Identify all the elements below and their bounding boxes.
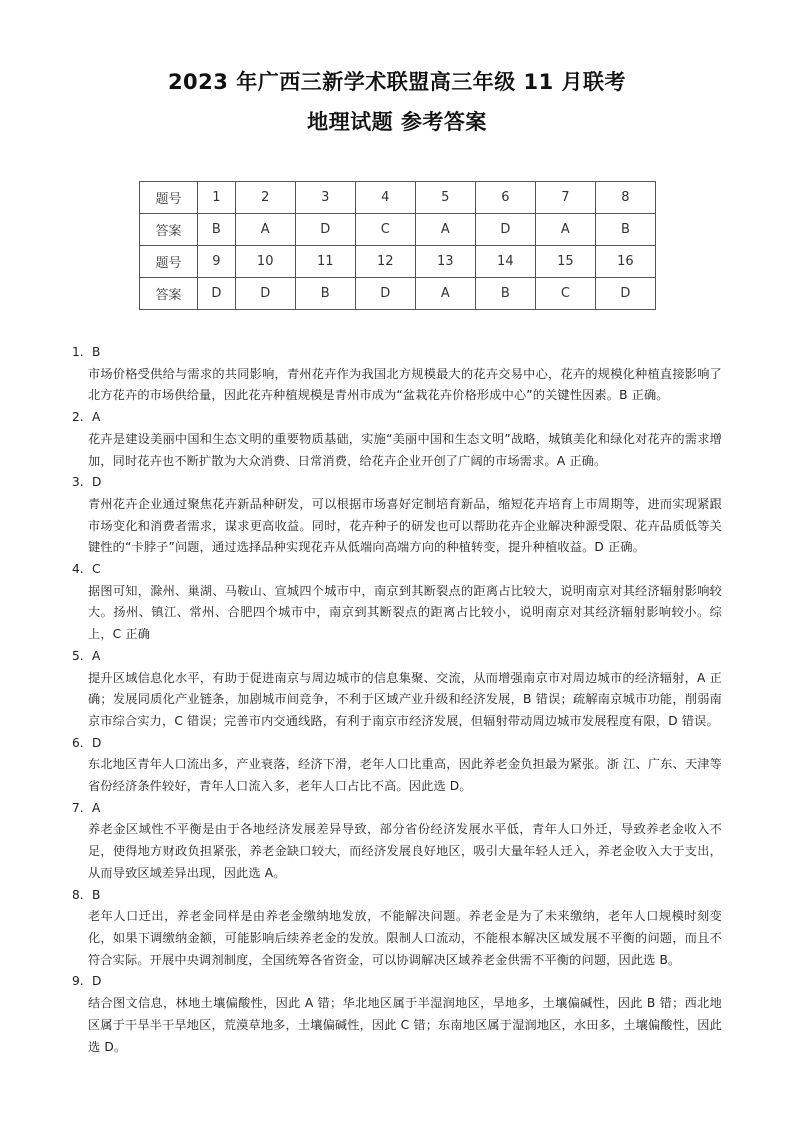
explanation-text: 市场价格受供给与需求的共同影响，青州花卉作为我国北方规模最大的花卉交易中心，花卉的规模化种植直接影响了北方花卉的市场供给量，因此花卉种植规模是青州市成为“盆栽花卉价格形成中心”的关键性因素。B 正确。 (88, 366, 722, 403)
explanation-item (72, 472, 722, 559)
question-number: 8. (72, 887, 84, 902)
answer-table-row (140, 278, 656, 310)
explanation-item (72, 798, 722, 885)
answer-table-row-header: 答案 (140, 214, 198, 246)
explanation-text: 养老金区域性不平衡是由于各地经济发展差异导致，部分省份经济发展水平低，青年人口外迁，导致养老金收入不足，使得地方财政负担紧张，养老金缺口较大，而经济发展良好地区，吸引大量年轻人迁入，养老金收入大于支出，从而导致区域差异出现，因此选 A。 (88, 822, 722, 880)
answer-table-cell: D (235, 278, 295, 310)
question-answer: C (92, 562, 101, 577)
question-answer: A (92, 800, 101, 815)
answer-table-cell: D (295, 214, 355, 246)
answer-table-cell: C (535, 278, 595, 310)
answer-table-cell: B (595, 214, 655, 246)
answer-table-cell: A (415, 214, 475, 246)
question-answer: A (92, 648, 101, 663)
question-number: 6. (72, 735, 84, 750)
answer-table-cell: D (595, 278, 655, 310)
answer-table-row-header: 题号 (140, 246, 198, 278)
explanation-header (72, 407, 722, 429)
question-number: 1. (72, 345, 84, 359)
answer-table-cell: B (198, 214, 236, 246)
explanation-header (72, 733, 722, 755)
answer-table-cell: 8 (595, 182, 655, 214)
answer-table-cell: B (475, 278, 535, 310)
answer-table-cell: A (535, 214, 595, 246)
explanation-header (72, 971, 722, 993)
explanation-text: 青州花卉企业通过聚焦花卉新品种研发，可以根据市场喜好定制培育新品，缩短花卉培育上市周期等，进而实现紧跟市场变化和消费者需求，谋求更高收益。同时，花卉种子的研发也可以帮助花卉企业解决种源受限、花卉品质低等关键性的“卡脖子”问题，通过选择品种实现花卉从低端向高端方向的种植转变，提升种植收益。D 正确。 (88, 496, 722, 555)
answer-table-row-header: 答案 (140, 278, 198, 310)
answer-table-cell: 12 (355, 246, 415, 278)
explanation-list (72, 342, 722, 1058)
document-title: 2023 年广西三新学术联盟高三年级 11 月联考 (167, 70, 627, 94)
answer-table-row-header: 题号 (140, 182, 198, 214)
answer-table-cell: 2 (235, 182, 295, 214)
explanation-item (72, 559, 722, 646)
explanation-text: 结合图文信息，林地土壤偏酸性，因此 A 错；华北地区属于半湿润地区，旱地多，土壤偏碱性，因此 B 错；西北地区属于干旱半干旱地区，荒漠草地多，土壤偏碱性，因此 C 错；东南地区属于湿润地区，水田多，土壤偏酸性，因此选 D。 (88, 996, 722, 1054)
explanation-text: 提升区域信息化水平，有助于促进南京与周边城市的信息集聚、交流，从而增强南京市对周边城市的经济辐射，A 正确；发展同质化产业链条，加剧城市间竞争，不利于区域产业升级和经济发展，B 错误；疏解南京城市功能，削弱南京市综合实力，C 错误；完善市内交通线路，有利于南京市经济发展，但辐射带动周边城市发展程度有限，D 错误。 (88, 670, 722, 728)
question-answer: B (92, 345, 101, 359)
explanation-text: 据图可知，滁州、巢湖、马鞍山、宣城四个城市中，南京到其断裂点的距离占比较大，说明南京对其经济辐射影响较大。扬州、镇江、常州、合肥四个城市中，南京到其断裂点的距离占比较小，说明南京对其经济辐射影响较小。综上，C 正确 (88, 583, 722, 642)
answer-table-cell: C (355, 214, 415, 246)
explanation-item (72, 407, 722, 472)
document-subtitle: 地理试题 参考答案 (307, 110, 487, 134)
answer-table-cell: 6 (475, 182, 535, 214)
answer-table-cell: A (415, 278, 475, 310)
answer-table-cell: 11 (295, 246, 355, 278)
answer-table-cell: 3 (295, 182, 355, 214)
explanation-header (72, 798, 722, 820)
answer-table-cell: 16 (595, 246, 655, 278)
explanation-header (72, 472, 722, 494)
answer-table-cell: D (198, 278, 236, 310)
explanation-item (72, 733, 722, 798)
explanation-item (72, 342, 722, 407)
question-answer: A (92, 410, 101, 425)
question-number: 2. (72, 410, 84, 425)
answer-table-cell: 5 (415, 182, 475, 214)
question-number: 7. (72, 800, 84, 815)
answer-table-cell: 4 (355, 182, 415, 214)
explanation-item (72, 971, 722, 1058)
answer-table-cell: 7 (535, 182, 595, 214)
answer-table-cell: D (475, 214, 535, 246)
question-answer: D (92, 735, 102, 750)
explanation-header (72, 885, 722, 907)
answer-table-row (140, 214, 656, 246)
answer-table (139, 181, 656, 310)
question-answer: B (92, 887, 101, 902)
answer-table-cell: B (295, 278, 355, 310)
explanation-header (72, 646, 722, 668)
explanation-item (72, 885, 722, 972)
explanation-text: 花卉是建设美丽中国和生态文明的重要物质基础，实施“美丽中国和生态文明”战略，城镇美化和绿化对花卉的需求增加，同时花卉也不断扩散为大众消费、日常消费，给花卉企业开创了广阔的市场需求。A 正确。 (88, 431, 722, 468)
explanation-header (72, 342, 722, 364)
question-number: 3. (72, 475, 84, 490)
answer-table-cell: D (355, 278, 415, 310)
answer-table-row (140, 182, 656, 214)
question-number: 9. (72, 974, 84, 989)
answer-table-row (140, 246, 656, 278)
answer-table-cell: 9 (198, 246, 236, 278)
question-number: 5. (72, 648, 84, 663)
explanation-header (72, 559, 722, 581)
answer-table-cell: 10 (235, 246, 295, 278)
explanation-item (72, 646, 722, 733)
answer-table-cell: 1 (198, 182, 236, 214)
explanation-text: 老年人口迁出，养老金同样是由养老金缴纳地发放，不能解决问题。养老金是为了未来缴纳，老年人口规模时刻变化，如果下调缴纳金额，可能影响后续养老金的发放。限制人口流动，不能根本解决区域发展不平衡的问题，而且不符合实际。开展中央调剂制度，全国统筹各省资金，可以协调解决区域养老金供需不平衡的问题，因此选 B。 (88, 909, 722, 967)
explanation-text: 东北地区青年人口流出多，产业衰落，经济下滑，老年人口比重高，因此养老金负担最为紧张。浙 江、广东、天津等省份经济条件较好，青年人口流入多，老年人口占比不高。因此选 D。 (88, 757, 722, 794)
question-answer: D (92, 974, 102, 989)
answer-table-cell: A (235, 214, 295, 246)
answer-table-cell: 13 (415, 246, 475, 278)
question-answer: D (92, 475, 102, 490)
answer-table-cell: 14 (475, 246, 535, 278)
question-number: 4. (72, 562, 84, 577)
answer-table-cell: 15 (535, 246, 595, 278)
